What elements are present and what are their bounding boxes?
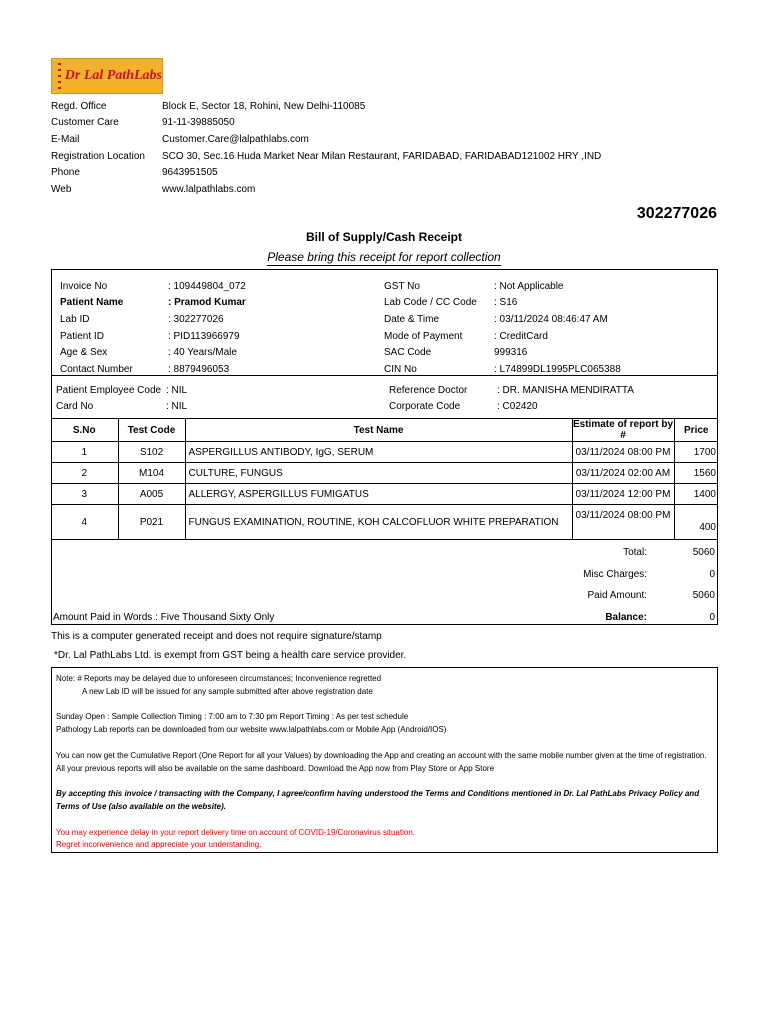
- reference-doctor-row: [389, 382, 634, 399]
- table-row: [51, 505, 718, 540]
- age-sex-row: [60, 344, 246, 361]
- cell-test-name: ALLERGY, ASPERGILLUS FUMIGATUS: [185, 484, 572, 505]
- phone-label: Phone: [51, 167, 80, 179]
- patient-name-label: Patient Name: [60, 297, 124, 309]
- patient-name-row: [60, 295, 246, 312]
- note-sunday-timing: Sunday Open : Sample Collection Timing : 7:00 am to 7:30 pm Report Timing : As per test schedule: [56, 712, 409, 722]
- customer-care-row: [51, 115, 601, 132]
- cell-sno: 2: [51, 463, 118, 484]
- gst-value: : Not Applicable: [494, 280, 564, 292]
- cell-price: 1400: [674, 484, 718, 505]
- sac-code-label: SAC Code: [384, 347, 432, 359]
- cell-price: 1560: [674, 463, 718, 484]
- cin-value: : L74899DL1995PLC065388: [494, 363, 621, 375]
- age-sex-value: : 40 Years/Male: [168, 347, 237, 359]
- cell-price: 400: [674, 505, 718, 540]
- lab-code-label: Lab Code / CC Code: [384, 297, 477, 309]
- email-row: [51, 131, 601, 148]
- office-info: [51, 98, 601, 198]
- total-value: 5060: [692, 547, 715, 558]
- phone-row: [51, 164, 601, 181]
- logo-mark-icon: [58, 63, 61, 89]
- patient-id-row: [60, 328, 246, 345]
- invoice-row: [60, 278, 246, 295]
- receipt-details-box: [51, 269, 718, 625]
- lab-id-value: : 302277026: [168, 313, 224, 325]
- cell-estimate: 03/11/2024 02:00 AM: [572, 463, 674, 484]
- note-cumulative-report: You can now get the Cumulative Report (One Report for all your Values) by downloading the App and creating an account with the same mobile number given at the time of registration. All your previous reports will also be available on the same dashboard. Download the App now from Play Store or App Store: [56, 750, 707, 773]
- web-label: Web: [51, 183, 72, 195]
- phone-value: 9643951505: [162, 167, 218, 179]
- misc-charges-row: [547, 569, 715, 580]
- col-header-estimate: Estimate of report by #: [572, 419, 674, 441]
- cell-sno: 4: [51, 505, 118, 540]
- paid-amount-value: 5060: [692, 590, 715, 601]
- misc-charges-value: 0: [709, 569, 715, 580]
- sac-code-row: [384, 344, 621, 361]
- lab-code-value: : S16: [494, 297, 518, 309]
- col-header-price: Price: [674, 419, 718, 442]
- card-no-label: Card No: [56, 401, 94, 413]
- company-logo: [51, 58, 163, 94]
- payment-mode-row: [384, 328, 621, 345]
- balance-label: Balance:: [605, 612, 647, 623]
- balance-value: 0: [709, 612, 715, 623]
- patient-info-left: [60, 278, 246, 378]
- cell-test-code: P021: [118, 505, 185, 540]
- document-subtitle-text: Please bring this receipt for report collection: [267, 250, 501, 264]
- employee-code-label: Patient Employee Code: [56, 384, 162, 396]
- card-no-value: : NIL: [166, 401, 188, 413]
- office-row: [51, 98, 601, 115]
- note-regret: Regret inconvenience and appreciate your understanding.: [56, 840, 262, 850]
- invoice-label: Invoice No: [60, 280, 108, 292]
- corporate-code-row: [389, 399, 634, 416]
- lab-id-label: Lab ID: [60, 313, 90, 325]
- extra-info-right: [389, 382, 634, 415]
- patient-id-value: : PID113966979: [168, 330, 240, 342]
- office-value: Block E, Sector 18, Rohini, New Delhi-110085: [162, 100, 366, 112]
- lab-code-row: [384, 295, 621, 312]
- customer-care-value: 91-11-39885050: [162, 117, 235, 129]
- paid-amount-row: [547, 590, 715, 601]
- email-label: E-Mail: [51, 133, 80, 145]
- table-row: [51, 484, 718, 505]
- employee-code-row: [56, 382, 187, 399]
- patient-name-value: : Pramod Kumar: [168, 297, 246, 309]
- sac-code-value: 999316: [494, 347, 528, 359]
- cell-test-code: S102: [118, 442, 185, 463]
- cell-test-code: A005: [118, 484, 185, 505]
- contact-number-value: : 8879496053: [168, 363, 230, 375]
- employee-code-value: : NIL: [166, 384, 188, 396]
- reference-doctor-label: Reference Doctor: [389, 384, 468, 396]
- corporate-code-label: Corporate Code: [389, 401, 461, 413]
- cell-sno: 1: [51, 442, 118, 463]
- registration-location-row: [51, 148, 601, 165]
- payment-mode-value: : CreditCard: [494, 330, 548, 342]
- paid-amount-label: Paid Amount:: [587, 590, 647, 601]
- cell-test-name: ASPERGILLUS ANTIBODY, IgG, SERUM: [185, 442, 572, 463]
- gst-row: [384, 278, 621, 295]
- total-row: [547, 547, 715, 558]
- gst-exemption-note: *Dr. Lal PathLabs Ltd. is exempt from GST being a health care service provider.: [54, 650, 407, 661]
- cell-price: 1700: [674, 442, 718, 463]
- email-value: Customer.Care@lalpathlabs.com: [162, 133, 309, 145]
- tests-table: [51, 418, 718, 540]
- table-row: [51, 463, 718, 484]
- col-header-test-name: Test Name: [185, 419, 572, 442]
- age-sex-label: Age & Sex: [60, 347, 108, 359]
- payment-mode-label: Mode of Payment: [384, 330, 463, 342]
- table-row: [51, 442, 718, 463]
- table-header-row: [51, 419, 718, 442]
- corporate-code-value: : C02420: [497, 401, 538, 413]
- col-header-sno: S.No: [51, 419, 118, 442]
- note-new-lab-id: A new Lab ID will be issued for any sample submitted after above registration date: [82, 686, 373, 696]
- receipt-number: 302277026: [636, 205, 717, 222]
- note-delay: Note: # Reports may be delayed due to unforeseen circumstances; Inconvenience regretted: [56, 674, 382, 683]
- patient-id-label: Patient ID: [60, 330, 104, 342]
- registration-location-value: SCO 30, Sec.16 Huda Market Near Milan Restaurant, FARIDABAD, FARIDABAD121002 HRY ,IND: [162, 150, 602, 162]
- reference-doctor-value: : DR. MANISHA MENDIRATTA: [497, 384, 634, 396]
- computer-generated-note: This is a computer generated receipt and does not require signature/stamp: [51, 631, 382, 642]
- cell-estimate: 03/11/2024 12:00 PM: [572, 484, 674, 505]
- web-row: [51, 181, 601, 198]
- date-time-value: : 03/11/2024 08:46:47 AM: [494, 313, 608, 325]
- contact-number-label: Contact Number: [60, 363, 133, 375]
- document-subtitle: [0, 250, 768, 264]
- section-divider: [52, 375, 717, 376]
- web-value: www.lalpathlabs.com: [162, 183, 256, 195]
- cell-test-code: M104: [118, 463, 185, 484]
- office-label: Regd. Office: [51, 100, 107, 112]
- amount-in-words: Amount Paid in Words : Five Thousand Sixty Only: [53, 612, 275, 623]
- date-time-row: [384, 311, 621, 328]
- customer-care-label: Customer Care: [51, 117, 119, 129]
- cell-test-name: FUNGUS EXAMINATION, ROUTINE, KOH CALCOFLUOR WHITE PREPARATION: [185, 505, 572, 540]
- note-covid-delay: You may experience delay in your report delivery time on account of COVID-19/Coronavirus situation.: [56, 827, 415, 837]
- card-no-row: [56, 399, 187, 416]
- misc-charges-label: Misc Charges:: [583, 569, 647, 580]
- total-label: Total:: [623, 547, 647, 558]
- cell-sno: 3: [51, 484, 118, 505]
- cell-estimate: 03/11/2024 08:00 PM: [572, 505, 674, 540]
- logo-text: Dr Lal PathLabs: [64, 68, 162, 83]
- invoice-value: : 109449804_072: [168, 280, 246, 292]
- note-download-reports: Pathology Lab reports can be downloaded from our website www.lalpathlabs.com or Mobile App (Android/IOS): [56, 725, 447, 735]
- gst-label: GST No: [384, 280, 420, 292]
- extra-info-left: [56, 382, 187, 415]
- lab-id-row: [60, 311, 246, 328]
- document-title: Bill of Supply/Cash Receipt: [305, 230, 463, 244]
- notes-box: [51, 667, 718, 853]
- cin-label: CIN No: [384, 363, 417, 375]
- cell-estimate: 03/11/2024 08:00 PM: [572, 442, 674, 463]
- note-terms-acceptance: By accepting this invoice / transacting with the Company, I agree/confirm having understood the Terms and Conditions mentioned in Dr. Lal PathLabs Privacy Policy and Terms of Use (also available on the website).: [56, 789, 700, 811]
- patient-info-right: [384, 278, 621, 378]
- balance-row: [547, 612, 715, 623]
- col-header-test-code: Test Code: [118, 419, 185, 442]
- cell-test-name: CULTURE, FUNGUS: [185, 463, 572, 484]
- date-time-label: Date & Time: [384, 313, 440, 325]
- registration-location-label: Registration Location: [51, 150, 145, 162]
